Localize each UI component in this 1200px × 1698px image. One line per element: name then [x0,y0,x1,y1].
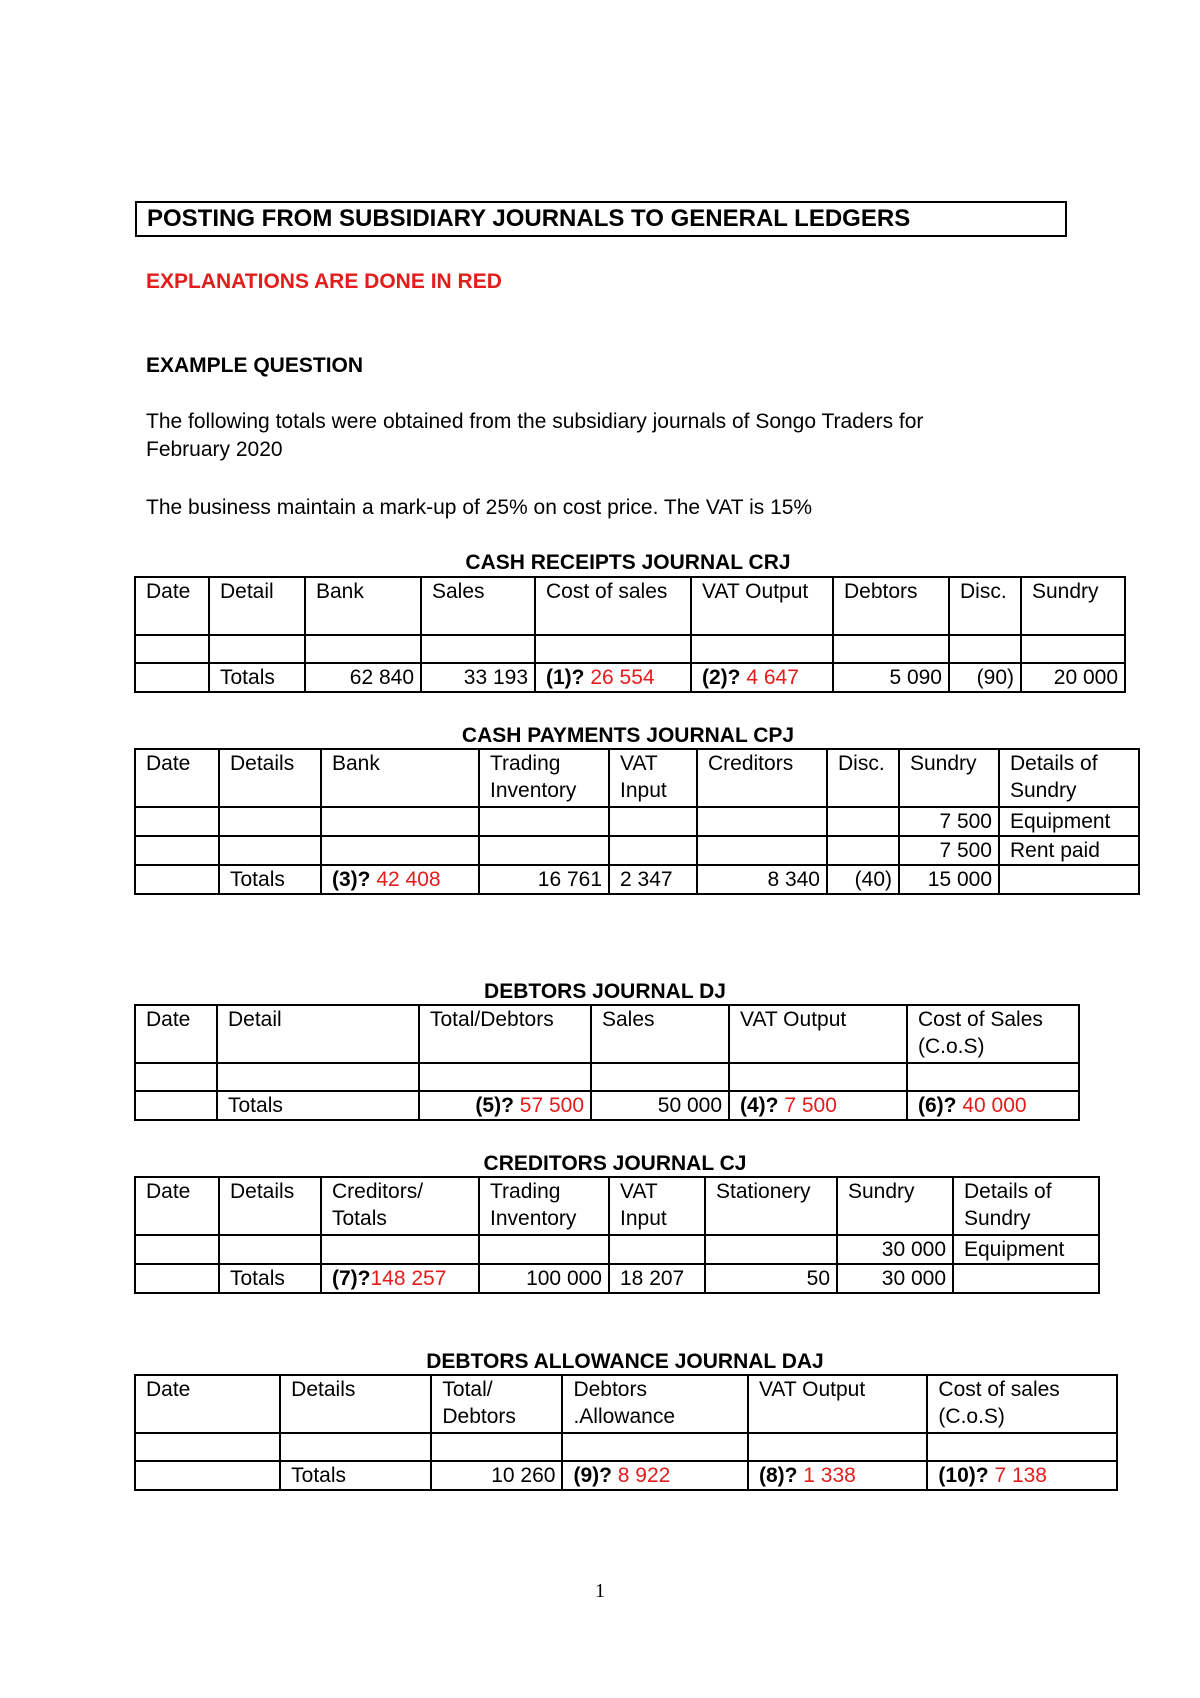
answer-label: (7)? [332,1267,371,1290]
cpj-header-sundry: Sundry [899,749,999,807]
crj-total-bank: 62 840 [305,663,421,692]
dj-header-date: Date [135,1005,217,1063]
cj-total-stationery: 50 [705,1264,837,1293]
cj-header-date: Date [135,1177,219,1235]
answer-value: 1 338 [803,1464,856,1487]
answer-label: (6)? [918,1094,957,1117]
cpj-header-row [135,749,1139,807]
cj-totals-row [135,1264,1099,1293]
daj-header-row [135,1375,1117,1433]
explanation-note: EXPLANATIONS ARE DONE IN RED [146,270,502,293]
table-row [135,635,1125,663]
cj-header-details-of-sundry: Details of Sundry [953,1177,1099,1235]
cpj-totals-label: Totals [219,865,321,894]
cj-totals-label: Totals [219,1264,321,1293]
dj-total-sales: 50 000 [591,1091,729,1120]
answer-label: (1)? [546,666,585,689]
dj-totals-row [135,1091,1079,1120]
cj-header-trading-inventory: Trading Inventory [479,1177,609,1235]
example-heading: EXAMPLE QUESTION [146,354,364,377]
daj-header-total-debtors: Total/ Debtors [431,1375,562,1433]
answer-label: (2)? [702,666,741,689]
cj-header-details: Details [219,1177,321,1235]
crj-total-disc: (90) [949,663,1021,692]
table-row [135,836,1139,865]
crj-total-debtors: 5 090 [833,663,949,692]
answer-value: 7 138 [994,1464,1047,1487]
page-number: 1 [595,1580,605,1602]
crj-total-sales: 33 193 [421,663,535,692]
daj-total-cost-of-sales [927,1461,1117,1490]
answer-label: (4)? [740,1094,779,1117]
cj-row-sundry: 30 000 [837,1235,953,1264]
crj-header-cost-of-sales: Cost of sales [535,577,691,635]
page-title: POSTING FROM SUBSIDIARY JOURNALS TO GENERAL LEDGERS [135,201,1067,237]
crj-header-debtors: Debtors [833,577,949,635]
cj-total-vat: 18 207 [609,1264,705,1293]
cpj-header-details: Details [219,749,321,807]
cj-header-vat-input: VAT Input [609,1177,705,1235]
daj-header-date: Date [135,1375,280,1433]
cj-header-sundry: Sundry [837,1177,953,1235]
daj-header-cost-of-sales: Cost of sales (C.o.S) [927,1375,1117,1433]
dj-header-row [135,1005,1079,1063]
cpj-header-creditors: Creditors [697,749,827,807]
daj-header-details: Details [280,1375,431,1433]
answer-label: (3)? [332,868,371,891]
table-row [135,1235,1099,1264]
crj-header-date: Date [135,577,209,635]
cpj-row-sundry: 7 500 [899,807,999,836]
cj-total-trading: 100 000 [479,1264,609,1293]
crj-total-sundry: 20 000 [1021,663,1125,692]
table-row [135,1063,1079,1091]
daj-total-vat [748,1461,927,1490]
table-row [135,807,1139,836]
crj-total-cost-of-sales [535,663,691,692]
cj-row-details: Equipment [953,1235,1099,1264]
cpj-total-bank [321,865,479,894]
dj-header-sales: Sales [591,1005,729,1063]
daj-caption: DEBTORS ALLOWANCE JOURNAL DAJ [426,1350,824,1373]
cj-caption: CREDITORS JOURNAL CJ [483,1152,747,1175]
crj-header-vat-output: VAT Output [691,577,833,635]
dj-total-vat [729,1091,907,1120]
crj-total-vat-output [691,663,833,692]
crj-header-sales: Sales [421,577,535,635]
cj-header-creditors-totals: Creditors/ Totals [321,1177,479,1235]
daj-header-vat-output: VAT Output [748,1375,927,1433]
answer-label: (9)? [573,1464,612,1487]
cj-header-stationery: Stationery [705,1177,837,1235]
crj-header-sundry: Sundry [1021,577,1125,635]
dj-caption: DEBTORS JOURNAL DJ [484,980,726,1003]
dj-header-detail: Detail [217,1005,419,1063]
daj-table [134,1374,1118,1491]
crj-header-bank: Bank [305,577,421,635]
dj-totals-label: Totals [217,1091,419,1120]
markup-text: The business maintain a mark-up of 25% on cost price. The VAT is 15% [146,496,813,519]
cj-total-creditors [321,1264,479,1293]
cpj-table [134,748,1140,895]
dj-total-debtors [419,1091,591,1120]
crj-totals-label: Totals [209,663,305,692]
answer-value: 148 257 [370,1267,447,1290]
answer-value: 7 500 [784,1094,837,1117]
answer-label: (10)? [938,1464,989,1487]
dj-table [134,1004,1080,1121]
daj-totals-row [135,1461,1117,1490]
dj-header-vat-output: VAT Output [729,1005,907,1063]
cj-header-row [135,1177,1099,1235]
daj-totals-label: Totals [280,1461,431,1490]
crj-header-detail: Detail [209,577,305,635]
cpj-total-sundry: 15 000 [899,865,999,894]
crj-table [134,576,1126,693]
dj-total-cost-of-sales [907,1091,1079,1120]
daj-total-allowance [562,1461,748,1490]
cpj-header-bank: Bank [321,749,479,807]
cpj-row-details: Equipment [999,807,1139,836]
cpj-row-details: Rent paid [999,836,1139,865]
intro-line-2: February 2020 [146,438,283,461]
answer-value: 57 500 [519,1094,584,1117]
cpj-header-vat-input: VAT Input [609,749,697,807]
table-row [135,1433,1117,1461]
answer-label: (5)? [475,1094,514,1117]
crj-totals-row [135,663,1125,692]
answer-value: 4 647 [746,666,799,689]
cpj-total-creditors: 8 340 [697,865,827,894]
daj-total-debtors: 10 260 [431,1461,562,1490]
dj-header-total-debtors: Total/Debtors [419,1005,591,1063]
dj-header-cost-of-sales: Cost of Sales (C.o.S) [907,1005,1079,1063]
crj-header-disc: Disc. [949,577,1021,635]
cpj-caption: CASH PAYMENTS JOURNAL CPJ [461,724,795,747]
cpj-total-vat: 2 347 [609,865,697,894]
intro-line-1: The following totals were obtained from the subsidiary journals of Songo Traders for [146,410,924,433]
cpj-total-disc: (40) [827,865,899,894]
answer-value: 8 922 [617,1464,671,1487]
crj-caption: CASH RECEIPTS JOURNAL CRJ [465,551,791,574]
answer-value: 40 000 [962,1094,1027,1117]
daj-header-debtors-allowance: Debtors .Allowance [562,1375,748,1433]
answer-value: 26 554 [590,666,655,689]
cpj-row-sundry: 7 500 [899,836,999,865]
answer-label: (8)? [758,1464,798,1487]
crj-header-row [135,577,1125,635]
answer-value: 42 408 [376,868,441,891]
cpj-header-date: Date [135,749,219,807]
cpj-header-disc: Disc. [827,749,899,807]
cpj-header-trading-inventory: Trading Inventory [479,749,609,807]
cj-table [134,1176,1100,1294]
cj-total-sundry: 30 000 [837,1264,953,1293]
cpj-total-trading: 16 761 [479,865,609,894]
cpj-header-details-of-sundry: Details of Sundry [999,749,1139,807]
cpj-totals-row [135,865,1139,894]
